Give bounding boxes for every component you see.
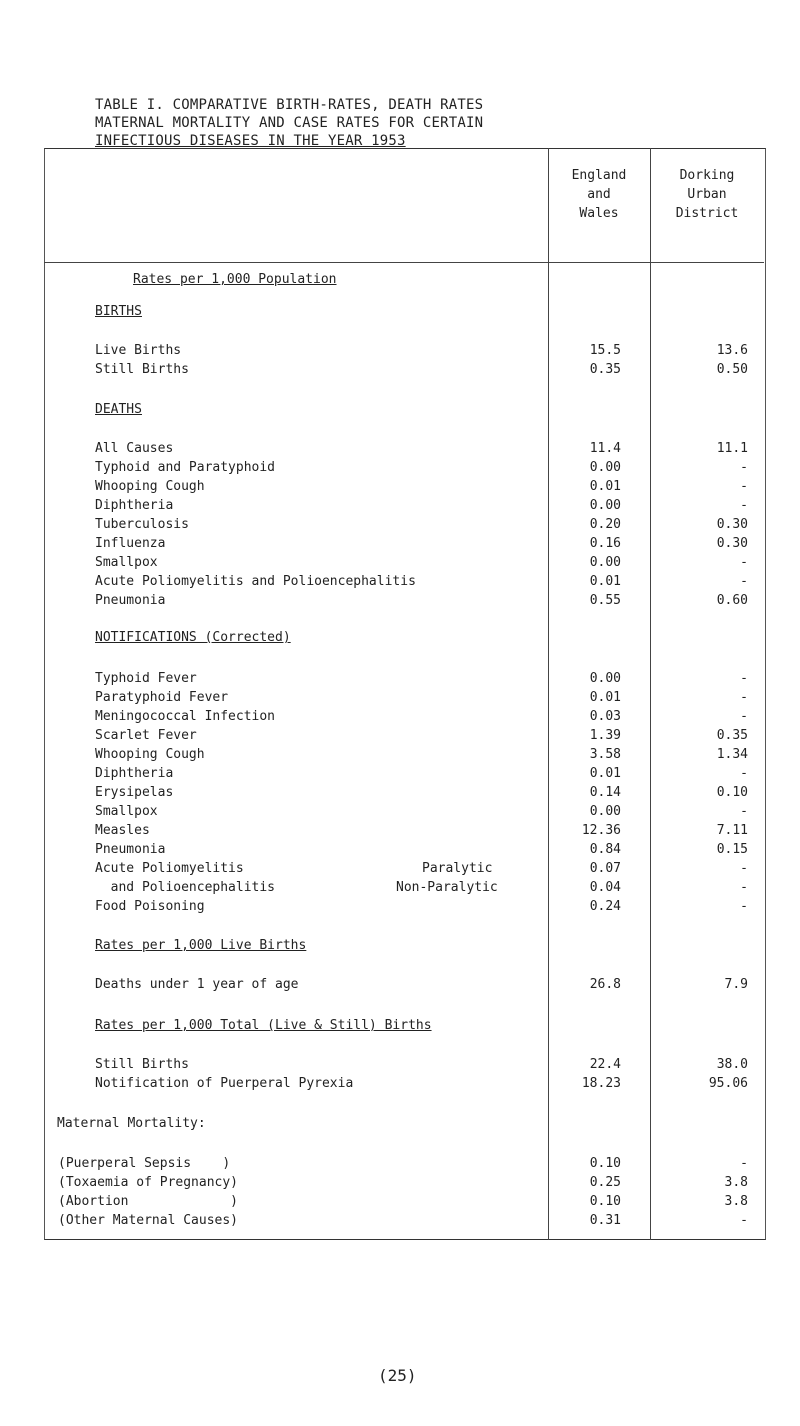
table-row: (Puerperal Sepsis ) 0.10 - [58,1156,748,1171]
table-row: All Causes 11.4 11.1 [95,441,748,456]
table-row: Notification of Puerperal Pyrexia 18.23 95.06 [95,1076,748,1091]
table-row: Whooping Cough 3.58 1.34 [95,747,748,762]
table-row: Smallpox 0.00 - [95,555,748,570]
table-row: Meningococcal Infection 0.03 - [95,709,748,724]
table-row: Still Births 22.4 38.0 [95,1057,748,1072]
table-row: Acute Poliomyelitis Paralytic 0.07 - [95,861,748,876]
table-row: Paratyphoid Fever 0.01 - [95,690,748,705]
section-maternal-mortality: Maternal Mortality: [57,1116,206,1131]
table-row: and Polioencephalitis Non-Paralytic 0.04 - [95,880,748,895]
section-rates-live-births: Rates per 1,000 Live Births [95,938,307,953]
section-deaths: DEATHS [95,402,142,417]
table-row: (Abortion ) 0.10 3.8 [58,1194,748,1209]
table-row: Diphtheria 0.00 - [95,498,748,513]
column-header-dorking: Dorking Urban District [675,168,739,221]
table-row: Still Births 0.35 0.50 [95,362,748,377]
section-rates-population: Rates per 1,000 Population [133,272,337,287]
table-row: (Other Maternal Causes) 0.31 - [58,1213,748,1228]
table-row: Typhoid Fever 0.00 - [95,671,748,686]
table-row: Diphtheria 0.01 - [95,766,748,781]
section-notifications: NOTIFICATIONS (Corrected) [95,630,291,645]
page-number: (25) [378,1366,417,1385]
table-row: Tuberculosis 0.20 0.30 [95,517,748,532]
table-row: Food Poisoning 0.24 - [95,899,748,914]
table-row: Whooping Cough 0.01 - [95,479,748,494]
header-divider [44,262,764,263]
section-rates-total-births: Rates per 1,000 Total (Live & Still) Births [95,1018,432,1033]
title-line-1: TABLE I. COMPARATIVE BIRTH-RATES, DEATH RATES [95,97,484,113]
table-row: Scarlet Fever 1.39 0.35 [95,728,748,743]
table-row: Influenza 0.16 0.30 [95,536,748,551]
table-row: Measles 12.36 7.11 [95,823,748,838]
table-row: (Toxaemia of Pregnancy) 0.25 3.8 [58,1175,748,1190]
column-header-england-wales: England and Wales [571,168,627,221]
table-row: Deaths under 1 year of age 26.8 7.9 [95,977,748,992]
document-title [95,96,483,150]
table-row: Erysipelas 0.14 0.10 [95,785,748,800]
table-row: Pneumonia 0.84 0.15 [95,842,748,857]
table-row: Acute Poliomyelitis and Polioencephalitis 0.01 - [95,574,748,589]
table-row: Typhoid and Paratyphoid 0.00 - [95,460,748,475]
table-row: Live Births 15.5 13.6 [95,343,748,358]
title-line-3: INFECTIOUS DISEASES IN THE YEAR 1953 [95,133,406,149]
title-line-2: MATERNAL MORTALITY AND CASE RATES FOR CERTAIN [95,115,484,131]
section-births: BIRTHS [95,304,142,319]
table-row: Pneumonia 0.55 0.60 [95,593,748,608]
table-row: Smallpox 0.00 - [95,804,748,819]
